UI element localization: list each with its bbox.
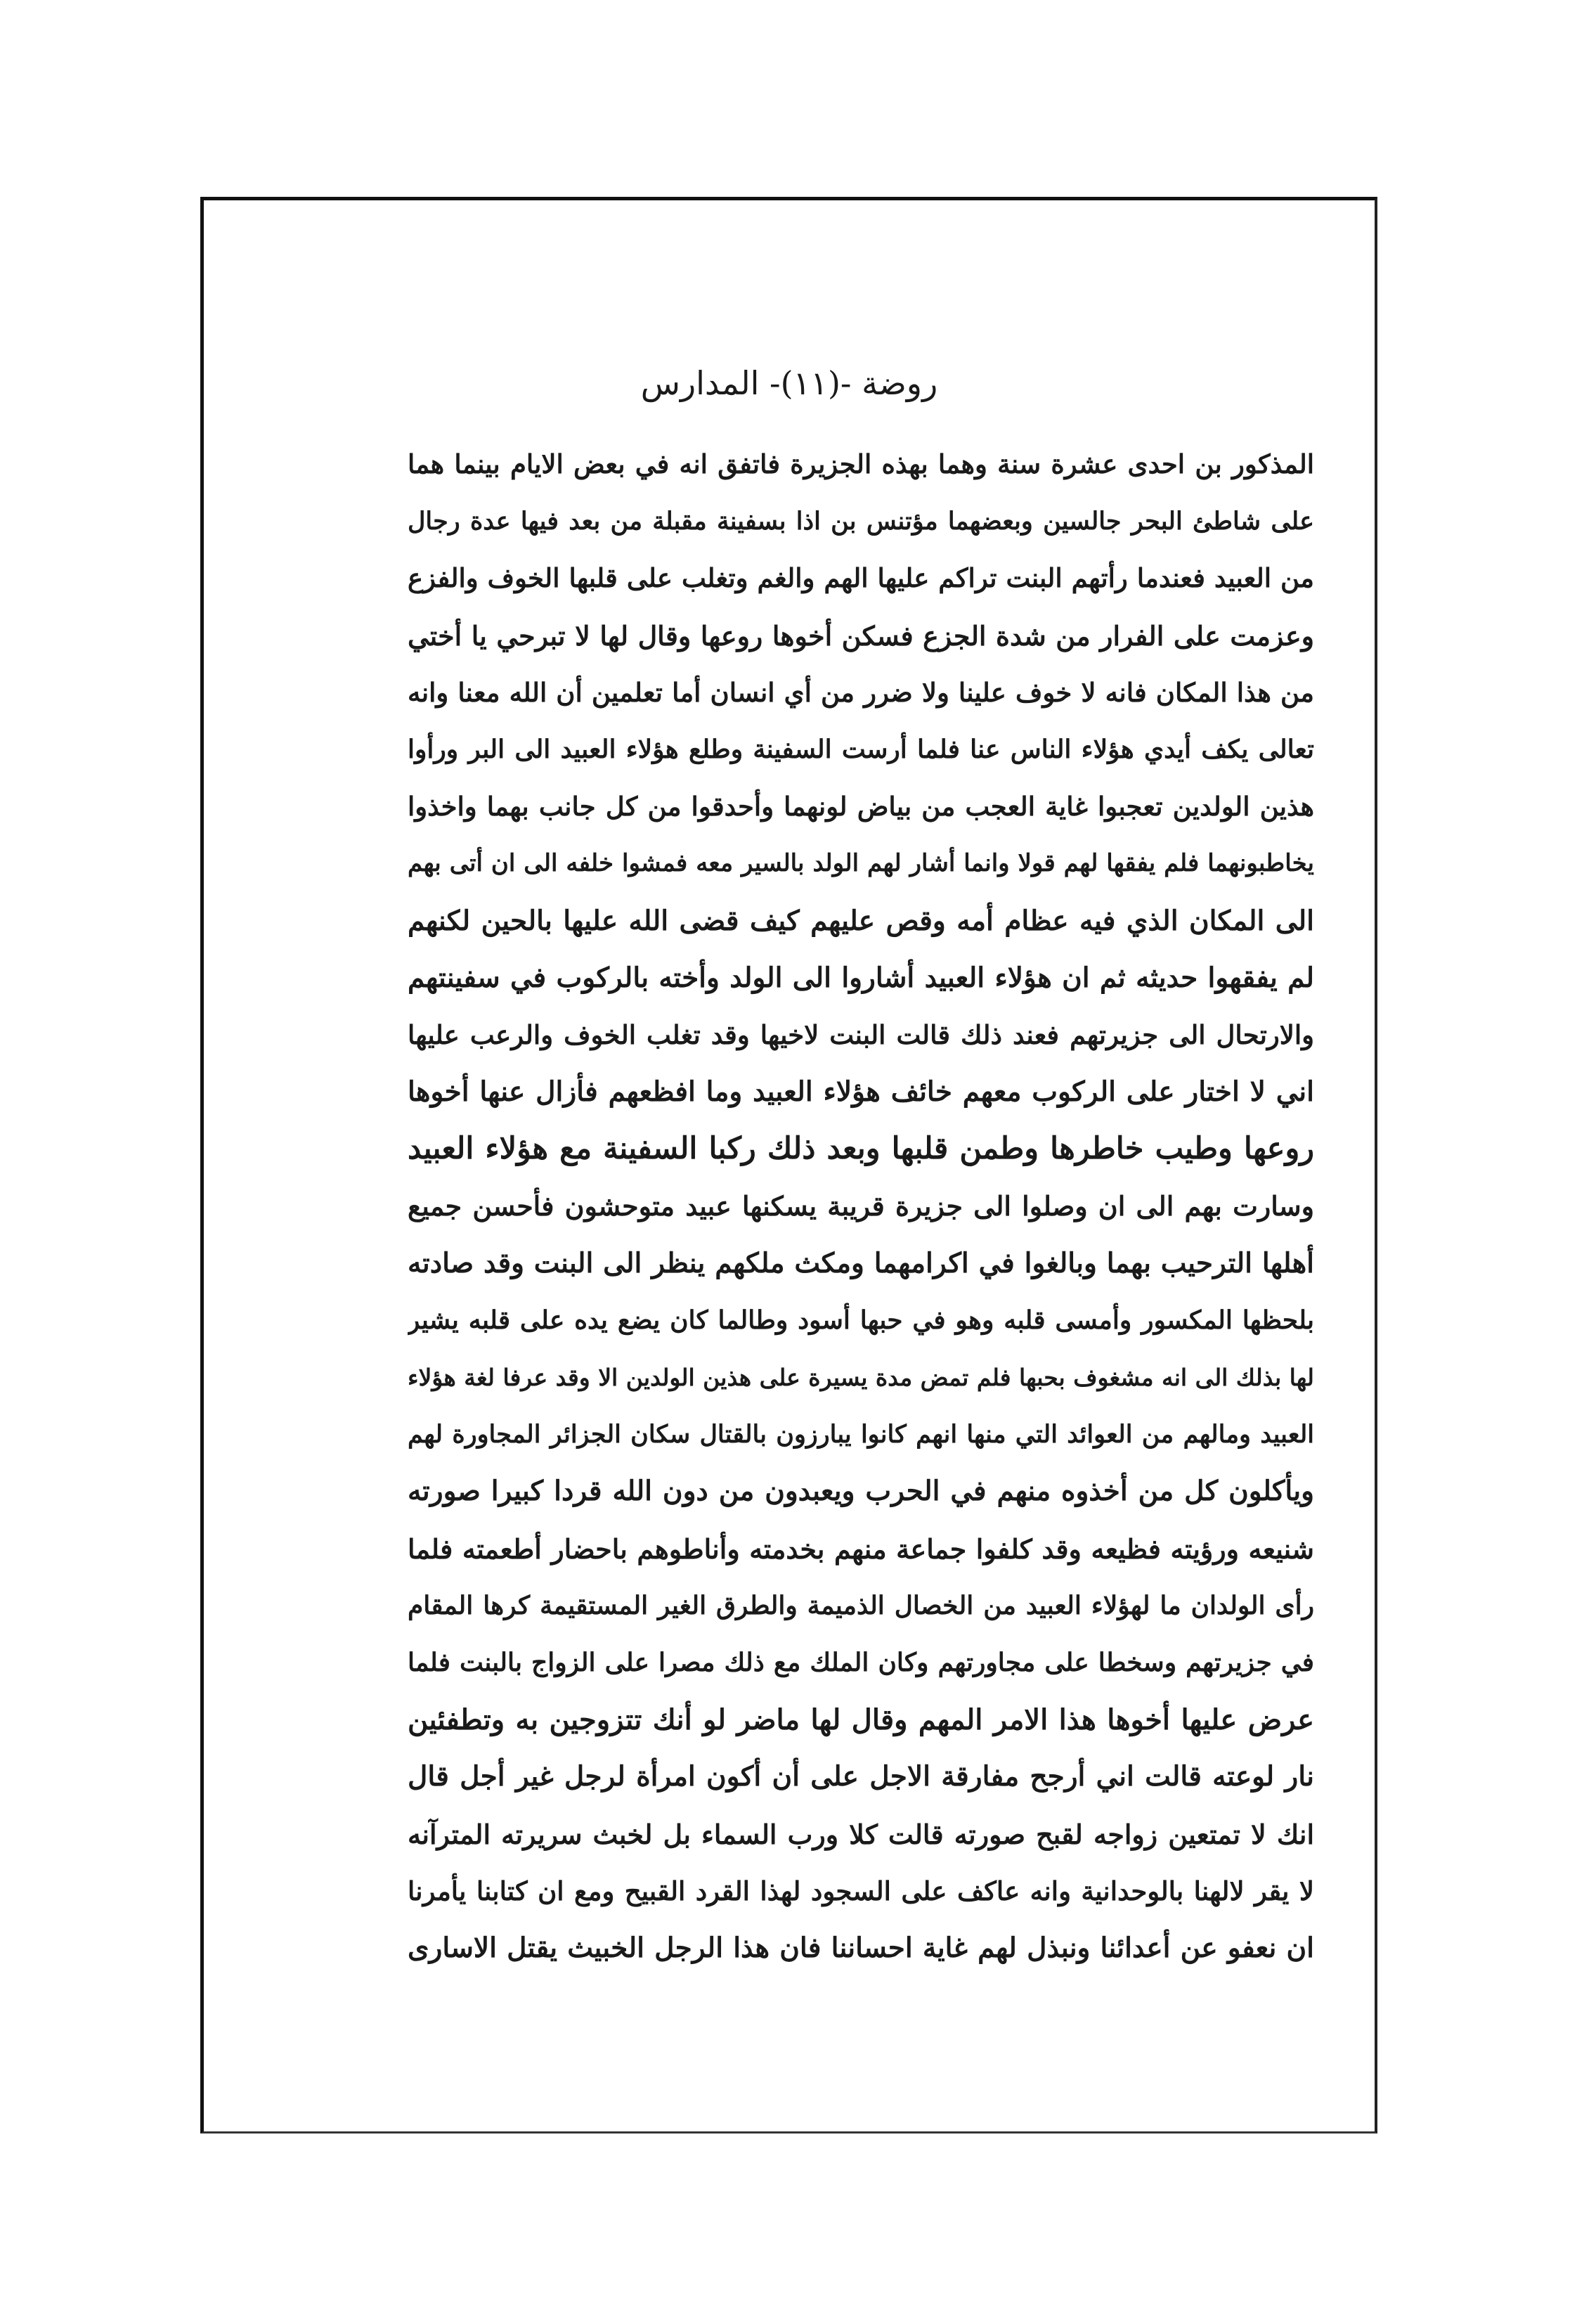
text-line: الى المكان الذي فيه عظام أمه وقص عليهم كيف قضى الله عليها بالحين لكنهم: [408, 904, 1314, 937]
text-line: والارتحال الى جزيرتهم فعند ذلك قالت البنت لاخيها وقد تغلب الخوف والرعب عليها: [408, 1019, 1314, 1050]
text-line: من العبيد فعندما رأتهم البنت تراكم عليها الهم والغم وتغلب على قلبها الخوف والفزع: [408, 562, 1314, 594]
text-line: نار لوعته قالت اني أرجح مفارقة الاجل على أن أكون امرأة لرجل غير أجل قال: [408, 1760, 1314, 1793]
page-header: روضة -(١١)- المدارس: [640, 364, 938, 402]
text-line: من هذا المكان فانه لا خوف علينا ولا ضرر من أي انسان أما تعلمين أن الله معنا وانه: [408, 676, 1314, 708]
text-line: لا يقر لالهنا بالوحدانية وانه عاكف على السجود لهذا القرد القبيح ومع ان كتابنا يأمرنا: [408, 1875, 1314, 1906]
text-line: شنيعه ورؤيته فظيعه وقد كلفوا جماعة منهم بخدمته وأناطوهم باحضار أطعمته فلما: [408, 1532, 1314, 1565]
text-line: بلحظها المكسور وأمسى قلبه وهو في حبها أسود وطالما كان يضع يده على قلبه يشير: [408, 1305, 1314, 1335]
text-line: المذكور بن احدى عشرة سنة وهما بهذه الجزيرة فاتفق انه في بعض الايام بينما هما: [408, 448, 1314, 479]
text-line: ان نعفو عن أعدائنا ونبذل لهم غاية احساننا فان هذا الرجل الخبيث يقتل الاسارى: [408, 1931, 1314, 1964]
text-line: العبيد ومالهم من العوائد التي منها انهم كانوا يبارزون بالقتال سكان الجزائر المجاورة لهم: [408, 1420, 1314, 1450]
text-line: لم يفقهوا حديثه ثم ان هؤلاء العبيد أشاروا الى الولد وأخته بالركوب في سفينتهم: [408, 961, 1314, 994]
text-line: اني لا اختار على الركوب معهم خائف هؤلاء العبيد وما افظعهم فأزال عنها أخوها: [408, 1076, 1314, 1109]
text-line: هذين الولدين تعجبوا غاية العجب من بياض لونهما وأحدقوا من كل جانب بهما واخذوا: [408, 791, 1314, 822]
text-line: لها بذلك الى انه مشغوف بحبها فلم تمض مدة يسيرة على هذين الولدين الا وقد عرفا لغة هؤلاء: [408, 1364, 1314, 1391]
text-line: انك لا تمتعين زواجه لقبح صورته قالت كلا ورب السماء بل لخبث سريرته المترآنه: [408, 1818, 1314, 1850]
text-line: وسارت بهم الى ان وصلوا الى جزيرة قريبة يسكنها عبيد متوحشون فأحسن جميع: [408, 1190, 1314, 1222]
body-text: [408, 436, 1314, 1977]
text-line: وعزمت على الفرار من شدة الجزع فسكن أخوها روعها وقال لها لا تبرحي يا أختي: [408, 619, 1314, 652]
text-line: في جزيرتهم وسخطا على مجاورتهم وكان الملك مع ذلك مصرا على الزواج بالبنت فلما: [408, 1647, 1314, 1677]
text-line: أهلها الترحيب بهما وبالغوا في اكرامهما ومكث ملكهم ينظر الى البنت وقد صادته: [408, 1246, 1314, 1279]
text-line: عرض عليها أخوها هذا الامر المهم وقال لها ماضر لو أنك تتزوجين به وتطفئين: [408, 1703, 1314, 1737]
text-line: على شاطئ البحر جالسين وبعضهما مؤتنس بن اذا بسفينة مقبلة من بعد فيها عدة رجال: [408, 507, 1314, 536]
text-line: يخاطبونهما فلم يفقها لهم قولا وانما أشار لهم الولد بالسير معه فمشوا خلفه الى ان أتى بهم: [408, 849, 1314, 878]
text-line: ويأكلون كل من أخذوه منهم في الحرب ويعبدون من دون الله قردا كبيرا صورته: [408, 1475, 1314, 1508]
text-line: رأى الولدان ما لهؤلاء العبيد من الخصال الذميمة والطرق الغير المستقيمة كرها المقام: [408, 1590, 1314, 1620]
page-frame: [200, 197, 1377, 2133]
text-line: تعالى يكف أيدي هؤلاء الناس عنا فلما أرست السفينة وطلع هؤلاء العبيد الى البر ورأوا: [408, 734, 1314, 764]
text-line: روعها وطيب خاطرها وطمن قلبها وبعد ذلك ركبا السفينة مع هؤلاء العبيد: [408, 1131, 1314, 1167]
